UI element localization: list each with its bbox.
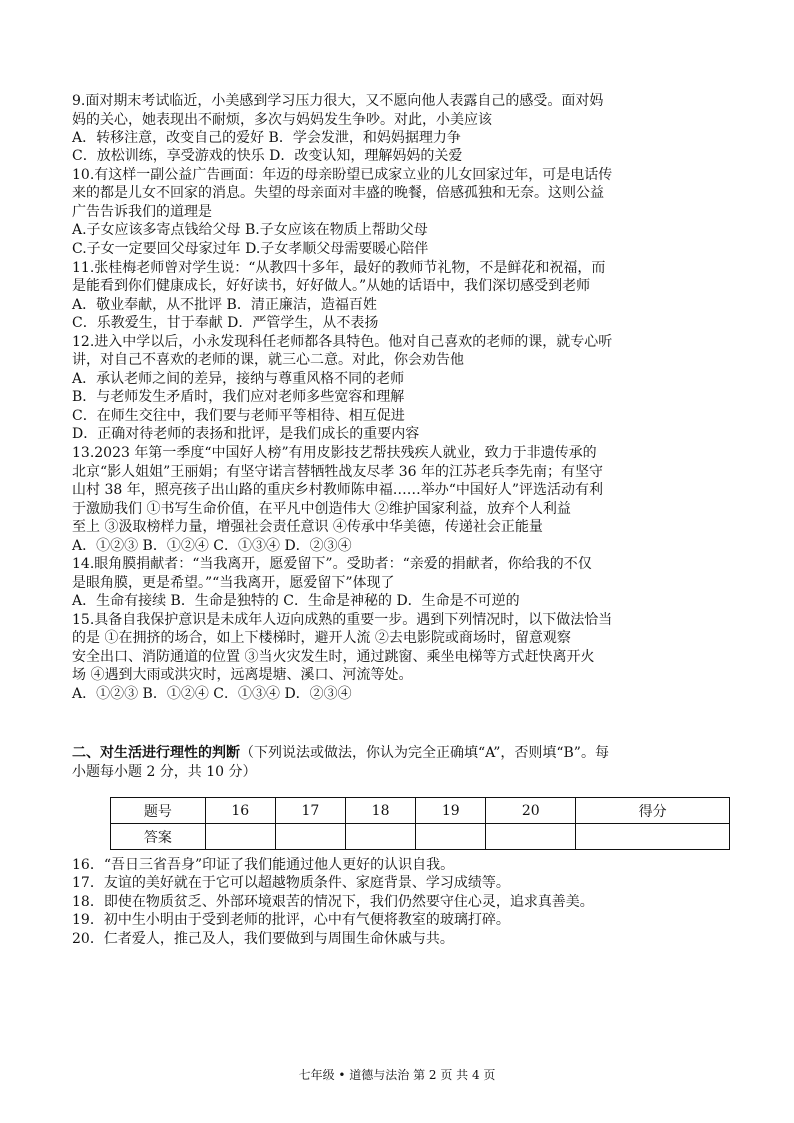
q15-options: A．①②③ B．①②④ C．①③④ D．②③④ (72, 686, 352, 702)
table-cell: 18 (346, 798, 416, 824)
q13-line-3: 山村 38 年，照亮孩子出山路的重庆乡村教师陈申福……举办“中国好人”评选活动有利 (72, 482, 604, 498)
q15-line-3: 安全出口、消防通道的位置 ③当火灾发生时，通过跳窗、乘坐电梯等方式赶快离开火 (72, 649, 595, 665)
judgment-18: 18．即使在物质贫乏、外部环境艰苦的情况下，我们仍然要守住心灵，追求真善美。 (72, 894, 594, 910)
q11-options-ab: A．敬业奉献，从不批评 B．清正廉洁，造福百姓 (72, 297, 377, 313)
q11-line-2: 是能看到你们健康成长，好好读书，好好做人。”从她的话语中，我们深切感受到老师 (72, 278, 591, 294)
q13-line-1: 13.2023 年第一季度“中国好人榜”有用皮影技艺帮扶残疾人就业，致力于非遗传承的 (72, 445, 597, 461)
q10-options-cd: C.子女一定要回父母家过年 D.子女孝顺父母需要暖心陪伴 (72, 241, 429, 257)
q9-options-ab: A．转移注意，改变自己的爱好 B．学会发泄，和妈妈据理力争 (72, 130, 461, 146)
section2-instruction: （下列说法或做法，你认为完全正确填“A”，否则填“B”。每 (240, 745, 609, 761)
table-cell: 答案 (111, 824, 206, 850)
answer-cell-16[interactable] (205, 824, 275, 850)
q15-line-4: 场 ④遇到大雨或洪灾时，远离堤塘、溪口、河流等处。 (72, 667, 413, 683)
judgment-17: 17．友谊的美好就在于它可以超越物质条件、家庭背景、学习成绩等。 (72, 875, 510, 891)
q12-option-a: A．承认老师之间的差异，接纳与尊重风格不同的老师 (72, 371, 405, 387)
page-footer: 七年级 • 道德与法治 第 2 页 共 4 页 (298, 1068, 496, 1082)
q10-options-ab: A.子女应该多寄点钱给父母 B.子女应该在物质上帮助父母 (72, 222, 428, 238)
table-cell: 17 (275, 798, 345, 824)
q9-line-2: 妈的关心，她表现出不耐烦，多次与妈妈发生争吵。对此，小美应该 (72, 112, 492, 128)
q12-line-2: 讲，对自己不喜欢的老师的课，就三心二意。对此，你会劝告他 (72, 352, 464, 368)
answer-cell-20[interactable] (486, 824, 576, 850)
q15-line-2: 的是 ①在拥挤的场合，如上下楼梯时，避开人流 ②去电影院或商场时，留意观察 (72, 630, 571, 646)
table-cell: 16 (205, 798, 275, 824)
table-cell: 19 (416, 798, 486, 824)
q13-line-4: 于激励我们 ①书写生命价值，在平凡中创造伟大 ②维护国家利益，放弃个人利益 (72, 501, 571, 517)
q9-line-1: 9.面对期末考试临近，小美感到学习压力很大，又不愿向他人表露自己的感受。面对妈 (72, 93, 604, 109)
q14-options: A．生命有接续 B．生命是独特的 C．生命是神秘的 D．生命是不可逆的 (72, 593, 520, 609)
answer-cell-19[interactable] (416, 824, 486, 850)
q11-line-1: 11.张桂梅老师曾对学生说：“从教四十多年，最好的教师节礼物，不是鲜花和祝福，而 (72, 260, 606, 276)
answer-table (110, 797, 730, 850)
q13-line-2: 北京“影人姐姐”王丽娟；有坚守诺言替牺牲战友尽孝 36 年的江苏老兵李先南；有坚守 (72, 464, 604, 480)
answer-cell-17[interactable] (275, 824, 345, 850)
q12-line-1: 12.进入中学以后，小永发现科任老师都各具特色。他对自己喜欢的老师的课，就专心听 (72, 334, 613, 350)
q12-option-d: D．正确对待老师的表扬和批评，是我们成长的重要内容 (72, 426, 420, 442)
judgment-20: 20．仁者爱人，推己及人，我们要做到与周围生命休戚与共。 (72, 931, 454, 947)
table-cell: 题号 (111, 798, 206, 824)
q9-options-cd: C．放松训练，享受游戏的快乐 D．改变认知，理解妈妈的关爱 (72, 148, 463, 164)
q11-options-cd: C．乐教爱生，甘于奉献 D．严管学生，从不表扬 (72, 315, 379, 331)
answer-cell-18[interactable] (346, 824, 416, 850)
section2-heading-line (72, 744, 609, 762)
table-cell: 得分 (576, 798, 730, 824)
q15-line-1: 15.具备自我保护意识是未成年人迈向成熟的重要一步。遇到下列情况时，以下做法恰当 (72, 612, 613, 628)
judgment-19: 19．初中生小明由于受到老师的批评，心中有气便将教室的玻璃打碎。 (72, 912, 510, 928)
q10-line-1: 10.有这样一副公益广告画面：年迈的母亲盼望已成家立业的儿女回家过年，可是电话传 (72, 167, 613, 183)
q14-line-2: 是眼角膜，更是希望。”“当我离开，愿爱留下”体现了 (72, 575, 395, 591)
q13-options: A．①②③ B．①②④ C．①③④ D．②③④ (72, 538, 352, 554)
answer-table-header-row (111, 798, 730, 824)
q13-line-5: 至上 ③汲取榜样力量，增强社会责任意识 ④传承中华美德，传递社会正能量 (72, 519, 543, 535)
answer-table-answer-row (111, 824, 730, 850)
q10-line-3: 广告告诉我们的道理是 (72, 204, 212, 220)
score-cell[interactable] (576, 824, 730, 850)
q12-option-b: B．与老师发生矛盾时，我们应对老师多些宽容和理解 (72, 389, 405, 405)
q10-line-2: 来的都是儿女不回家的消息。失望的母亲面对丰盛的晚餐，倍感孤独和无奈。这则公益 (72, 185, 604, 201)
judgment-16: 16．“吾日三省吾身”印证了我们能通过他人更好的认识自我。 (72, 857, 455, 873)
q12-option-c: C．在师生交往中，我们要与老师平等相待、相互促进 (72, 408, 405, 424)
table-cell: 20 (486, 798, 576, 824)
q14-line-1: 14.眼角膜捐献者：“当我离开，愿爱留下”。受助者：“亲爱的捐献者，你给我的不仅 (72, 556, 592, 572)
section2-instruction-2: 小题每小题 2 分，共 10 分） (72, 764, 257, 780)
section2-heading: 二、对生活进行理性的判断 (72, 745, 240, 761)
